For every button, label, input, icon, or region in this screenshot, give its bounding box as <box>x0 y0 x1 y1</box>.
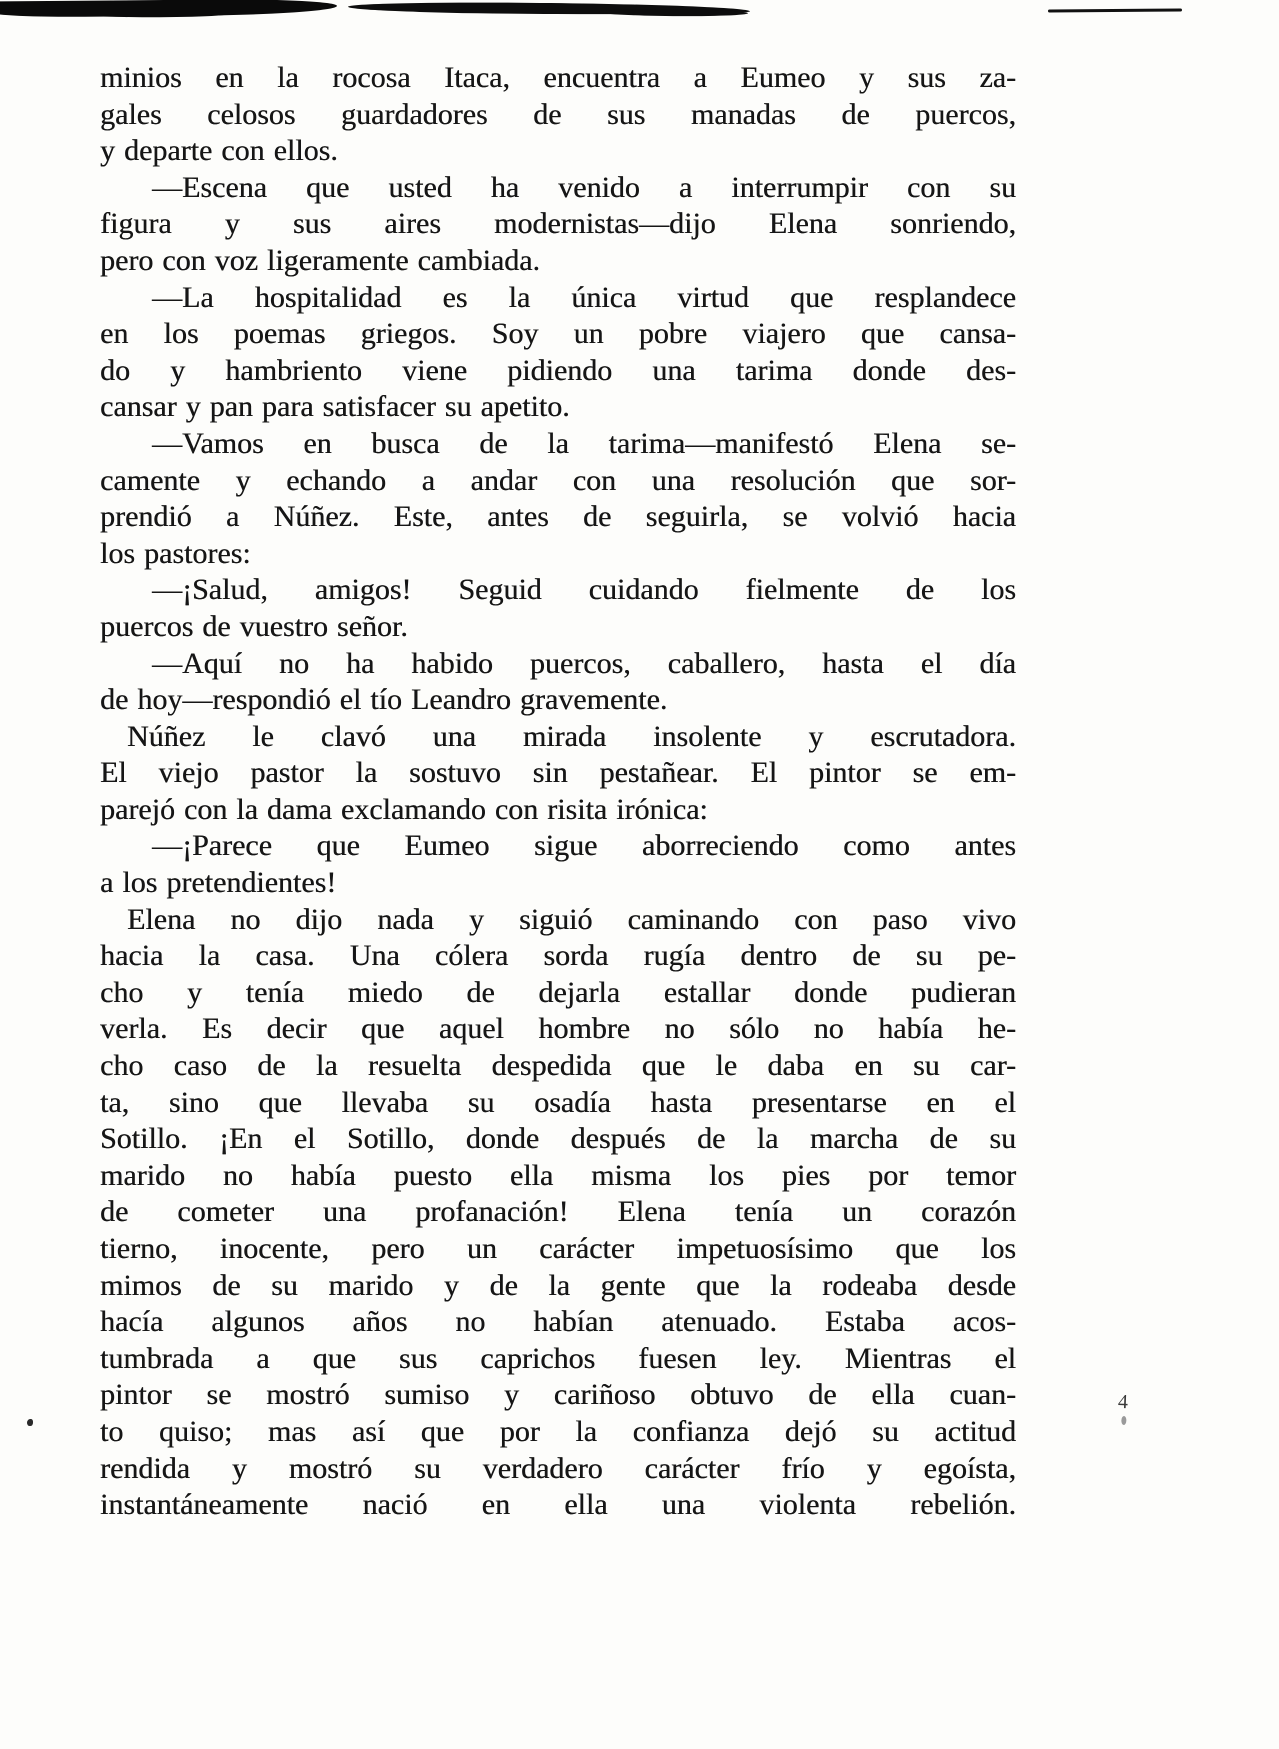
paragraph <box>100 572 1016 645</box>
page-text <box>100 60 1016 1524</box>
text-line: tierno, inocente, pero un carácter impetuosísimo que los <box>100 1232 1016 1265</box>
text-line: rendida y mostró su verdadero carácter frío y egoísta, <box>100 1451 1016 1485</box>
text-line: mimos de su marido y de la gente que la rodeaba desde <box>100 1268 1016 1302</box>
text-line: El viejo pastor la sostuvo sin pestañear. El pintor se em- <box>100 756 1016 790</box>
text-line: de cometer una profanación! Elena tenía un corazón <box>100 1195 1016 1229</box>
text-line: —La hospitalidad es la única virtud que resplandece <box>152 280 1016 314</box>
text-line: y departe con ellos. <box>100 134 338 168</box>
text-line: pintor se mostró sumiso y cariñoso obtuvo de ella cuan- <box>100 1378 1016 1412</box>
scan-smear-left <box>0 0 337 18</box>
text-line: —¡Salud, amigos! Seguid cuidando fielmente de los <box>152 573 1016 607</box>
paragraph <box>100 426 1016 572</box>
text-line: los pastores: <box>100 536 251 570</box>
text-line: —Escena que usted ha venido a interrumpir con su <box>152 170 1016 204</box>
text-line: Sotillo. ¡En el Sotillo, donde después de la marcha de su <box>100 1122 1016 1156</box>
paragraph <box>100 646 1016 719</box>
text-line: —Aquí no ha habido puercos, caballero, hasta el día <box>152 646 1016 680</box>
paragraph <box>100 719 1016 829</box>
text-line: parejó con la dama exclamando con risita irónica: <box>100 792 708 826</box>
scan-line-top-right <box>1048 9 1182 13</box>
scan-smear-center <box>348 1 750 16</box>
text-line: —Vamos en busca de la tarima—manifestó Elena se- <box>152 426 1016 460</box>
text-line: verla. Es decir que aquel hombre no sólo no había he- <box>100 1012 1016 1046</box>
text-line: a los pretendientes! <box>100 866 337 900</box>
text-line: gales celosos guardadores de sus manadas de puercos, <box>100 97 1016 131</box>
text-line: do y hambriento viene pidiendo una tarima donde des- <box>100 353 1016 387</box>
text-line: Elena no dijo nada y siguió caminando con paso vivo <box>127 902 1016 936</box>
text-line: cho caso de la resuelta despedida que le daba en su car- <box>100 1049 1016 1083</box>
text-line: Núñez le clavó una mirada insolente y escrutadora. <box>127 719 1016 753</box>
text-line: puercos de vuestro señor. <box>100 609 408 643</box>
text-line: cansar y pan para satisfacer su apetito. <box>100 390 570 424</box>
text-line: camente y echando a andar con una resolución que sor- <box>100 463 1016 497</box>
text-line: figura y sus aires modernistas—dijo Elena sonriendo, <box>100 207 1016 241</box>
text-line: cho y tenía miedo de dejarla estallar donde pudieran <box>100 975 1016 1009</box>
paragraph <box>100 828 1016 901</box>
text-line: en los poemas griegos. Soy un pobre viajero que cansa- <box>100 317 1016 351</box>
text-line: pero con voz ligeramente cambiada. <box>100 243 540 277</box>
text-line: minios en la rocosa Itaca, encuentra a Eumeo y sus za- <box>100 61 1016 94</box>
text-line: hacia la casa. Una cólera sorda rugía dentro de su pe- <box>100 939 1016 973</box>
text-line: marido no había puesto ella misma los pies por temor <box>100 1158 1016 1192</box>
margin-page-mark: 4 <box>1117 1390 1129 1414</box>
ink-speck <box>27 1419 33 1426</box>
text-line: prendió a Núñez. Este, antes de seguirla, se volvió hacia <box>100 500 1016 534</box>
paragraph <box>100 170 1016 280</box>
text-line: tumbrada a que sus caprichos fuesen ley. Mientras el <box>100 1341 1016 1375</box>
paragraph <box>100 280 1016 426</box>
text-line: hacía algunos años no habían atenuado. Estaba acos- <box>100 1305 1016 1339</box>
text-line: to quiso; mas así que por la confianza dejó su actitud <box>100 1414 1016 1448</box>
paragraph <box>100 60 1016 170</box>
paragraph <box>100 902 1016 1524</box>
text-line: ta, sino que llevaba su osadía hasta presentarse en el <box>100 1085 1016 1119</box>
text-line: —¡Parece que Eumeo sigue aborreciendo como antes <box>152 829 1016 863</box>
text-line: instantáneamente nació en ella una violenta rebelión. <box>100 1488 1016 1522</box>
text-line: de hoy—respondió el tío Leandro gravemente. <box>100 683 668 717</box>
